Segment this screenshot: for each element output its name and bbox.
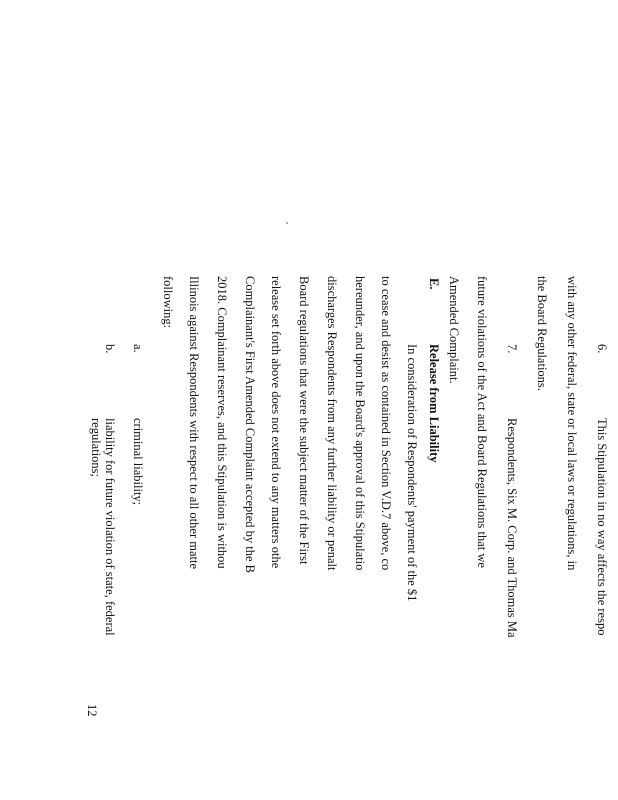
paragraph-6-line-3: the Board Regulations. xyxy=(535,276,549,391)
item-b-text-continued: regulations; xyxy=(89,418,103,478)
paragraph-7-line-1: Respondents, Six M. Corp. and Thomas Ma xyxy=(505,418,519,638)
item-a-text: criminal liability; xyxy=(131,418,145,506)
item-b-letter: b. xyxy=(103,344,117,354)
paragraph-6-line-2: with any other federal, state or local laws or regulations, in xyxy=(565,276,579,571)
section-e-line-4: discharges Respondents from any further liability or penalt xyxy=(325,276,339,571)
item-b-text: liability for future violation of state, federal xyxy=(103,418,117,636)
section-e-line-6: release set forth above does not extend to any matters othe xyxy=(269,276,283,569)
item-a-letter: a. xyxy=(131,344,145,353)
section-e-line-1: In consideration of Respondents' payment of the $1 xyxy=(405,344,419,602)
paragraph-6-line-1: This Stipulation in no way affects the respo xyxy=(595,418,609,636)
section-e-line-8: 2018. Complainant reserves, and this Stipulation is withou xyxy=(215,276,229,569)
paragraph-7-number: 7. xyxy=(505,344,519,354)
section-e-line-2: to cease and desist as contained in Section V.D.7 above, co xyxy=(379,276,393,571)
section-e-line-10: following: xyxy=(161,276,175,329)
section-e-heading: Release from Liability xyxy=(427,344,441,463)
paragraph-6-number: 6. xyxy=(595,344,609,354)
paragraph-7-line-3: Amended Complaint. xyxy=(447,276,461,384)
section-e-line-3: hereunder, and upon the Board's approval of this Stipulatio xyxy=(353,276,367,571)
scan-speck xyxy=(286,222,288,224)
page-number: 12 xyxy=(85,704,99,717)
section-e-line-5: Board regulations that were the subject matter of the First xyxy=(297,276,311,565)
paragraph-7-line-2: future violations of the Act and Board Regulations that we xyxy=(475,276,489,568)
section-e-line-7: Complainant's First Amended Complaint accepted by the B xyxy=(243,276,257,573)
section-e-letter: E. xyxy=(427,278,441,290)
section-e-line-9: Illinois against Respondents with respect to all other matte xyxy=(187,276,201,569)
